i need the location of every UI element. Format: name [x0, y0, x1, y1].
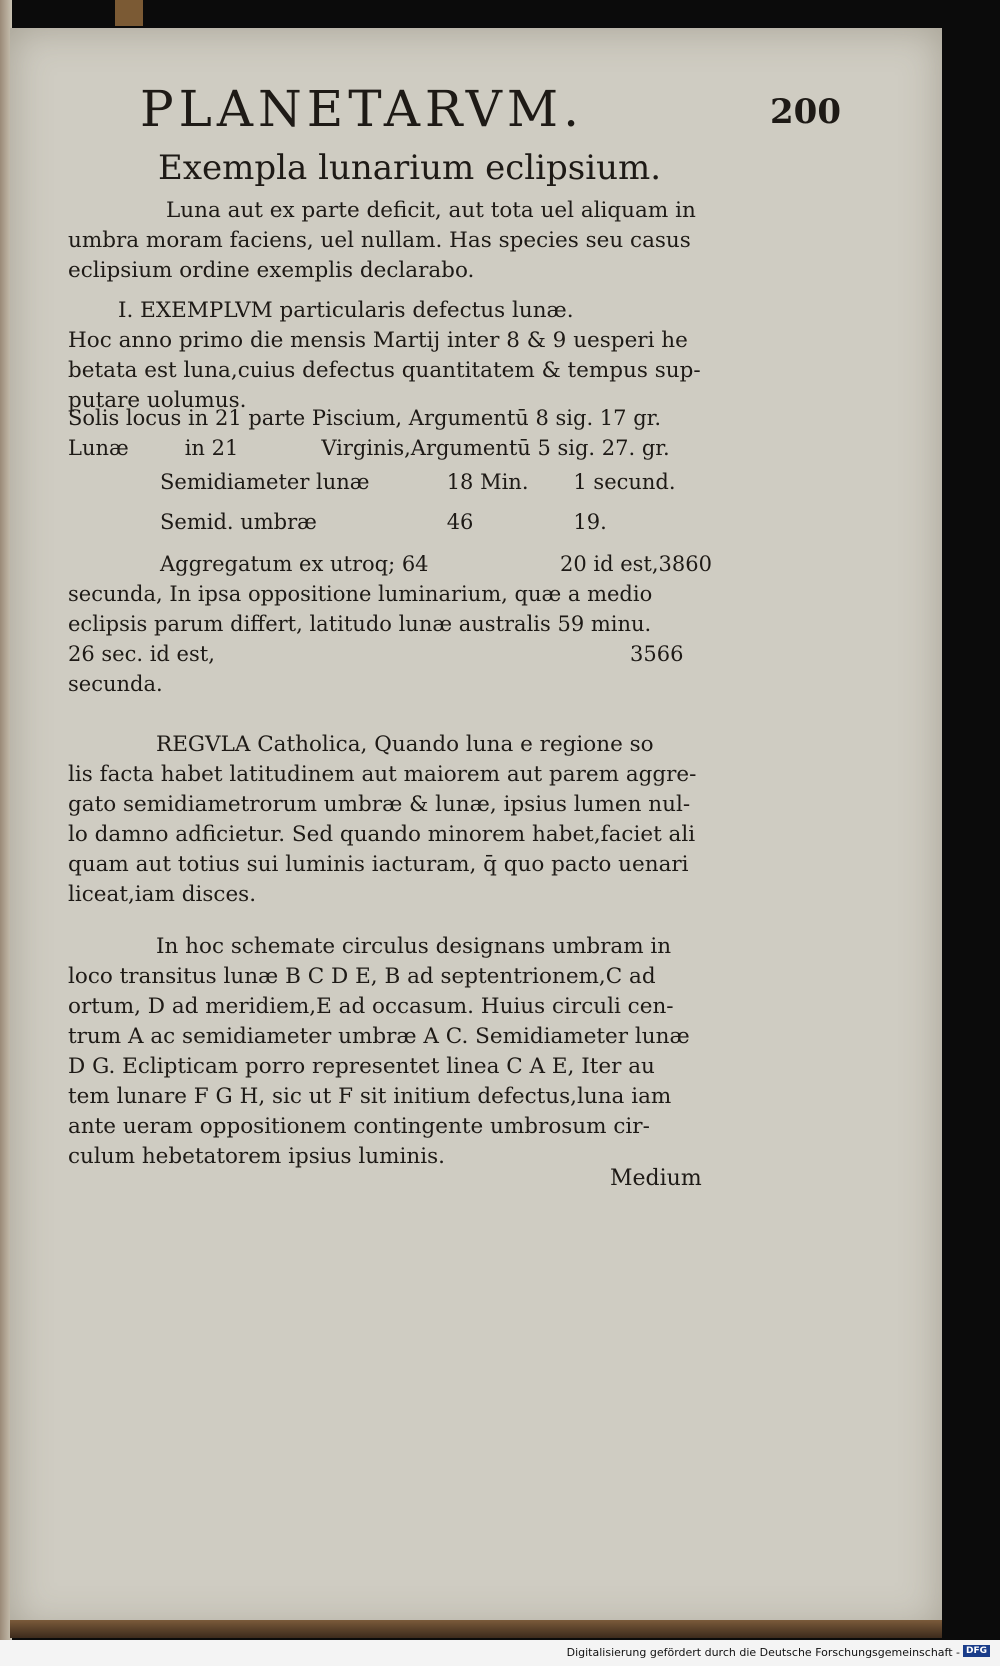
text-line: betata est luna,cuius defectus quantitatem & tempus sup-	[68, 358, 701, 383]
shadow-semidiameter-row	[160, 510, 607, 534]
example-paragraph	[68, 296, 718, 416]
page-bottom-edge	[10, 1620, 942, 1638]
text-line: quam aut totius sui luminis iacturam, q̄ quo pacto uenari	[68, 852, 689, 877]
text-line: lo damno adficietur. Sed quando minorem habet,faciet ali	[68, 822, 696, 847]
row-seconds: 1 secund.	[573, 470, 676, 494]
footer-credit: Digitalisierung gefördert durch die Deutsche Forschungsgemeinschaft -	[566, 1646, 960, 1659]
text-line: Hoc anno primo die mensis Martij inter 8 & 9 uesperi he	[68, 328, 688, 353]
text-line: ante ueram oppositionem contingente umbrosum cir-	[68, 1114, 650, 1139]
text-line: trum A ac semidiameter umbræ A C. Semidiameter lunæ	[68, 1024, 690, 1049]
row-label: Solis locus in	[68, 406, 209, 430]
text-line: umbra moram faciens, uel nullam. Has species seu casus	[68, 228, 691, 253]
text-line: REGVLA Catholica, Quando luna e regione so	[156, 732, 654, 757]
example-heading: I. EXEMPLVM particularis defectus lunæ.	[118, 298, 574, 323]
text-line: eclipsium ordine exemplis declarabo.	[68, 258, 475, 283]
text-line: 26 sec. id est,	[68, 642, 215, 666]
text-line: In hoc schemate circulus designans umbram in	[156, 934, 672, 959]
row-value: 21 parte Piscium,	[214, 406, 403, 430]
row-argument: Virginis,Argumentū 5 sig. 27. gr.	[321, 436, 670, 460]
text-line: secunda, In ipsa oppositione luminarium, quæ a medio	[68, 582, 653, 606]
moon-semidiameter-row	[160, 470, 676, 494]
running-title: PLANETARVM.	[140, 80, 584, 138]
page-number: 200	[770, 92, 841, 132]
row-minutes: 46	[446, 510, 474, 534]
text-line: eclipsis parum differt, latitudo lunæ australis 59 minu.	[68, 612, 652, 636]
row-label: Lunæ	[68, 436, 129, 460]
row-minutes: 18 Min.	[446, 470, 529, 494]
aggregate-value: 20 id est,3860	[560, 552, 712, 576]
regula-paragraph	[68, 730, 718, 910]
row-value: in 21	[184, 436, 239, 460]
row-label: Semidiameter lunæ	[160, 470, 370, 494]
row-seconds: 19.	[573, 510, 607, 534]
text-line: secunda.	[68, 672, 163, 696]
text-line: liceat,iam disces.	[68, 882, 257, 907]
binding-tab	[115, 0, 143, 26]
row-label: Semid. umbræ	[160, 510, 317, 534]
dfg-logo: DFG	[963, 1645, 990, 1657]
schema-paragraph	[68, 932, 718, 1172]
catchword: Medium	[610, 1166, 702, 1191]
text-line: culum hebetatorem ipsius luminis.	[68, 1144, 445, 1169]
text-line: D G. Eclipticam porro representet linea C A E, Iter au	[68, 1054, 655, 1079]
aggregate-line: Aggregatum ex utroq; 64	[160, 552, 429, 576]
latitude-seconds-value: 3566	[630, 642, 684, 666]
moon-position-row	[68, 436, 670, 460]
text-line: gato semidiametrorum umbræ & lunæ, ipsius lumen nul-	[68, 792, 691, 817]
text-line: putare uolumus.	[68, 388, 247, 413]
text-line: tem lunare F G H, sic ut F sit initium defectus,luna iam	[68, 1084, 672, 1109]
text-line: Luna aut ex parte deficit, aut tota uel aliquam in	[166, 198, 696, 223]
section-heading: Exempla lunarium eclipsium.	[158, 148, 662, 188]
intro-paragraph	[68, 196, 718, 286]
text-line: loco transitus lunæ B C D E, B ad septentrionem,C ad	[68, 964, 656, 989]
text-line: lis facta habet latitudinem aut maiorem aut parem aggre-	[68, 762, 697, 787]
row-argument: Argumentū 8 sig. 17 gr.	[408, 406, 662, 430]
sun-position-row	[68, 406, 661, 430]
text-line: ortum, D ad meridiem,E ad occasum. Huius circuli cen-	[68, 994, 674, 1019]
